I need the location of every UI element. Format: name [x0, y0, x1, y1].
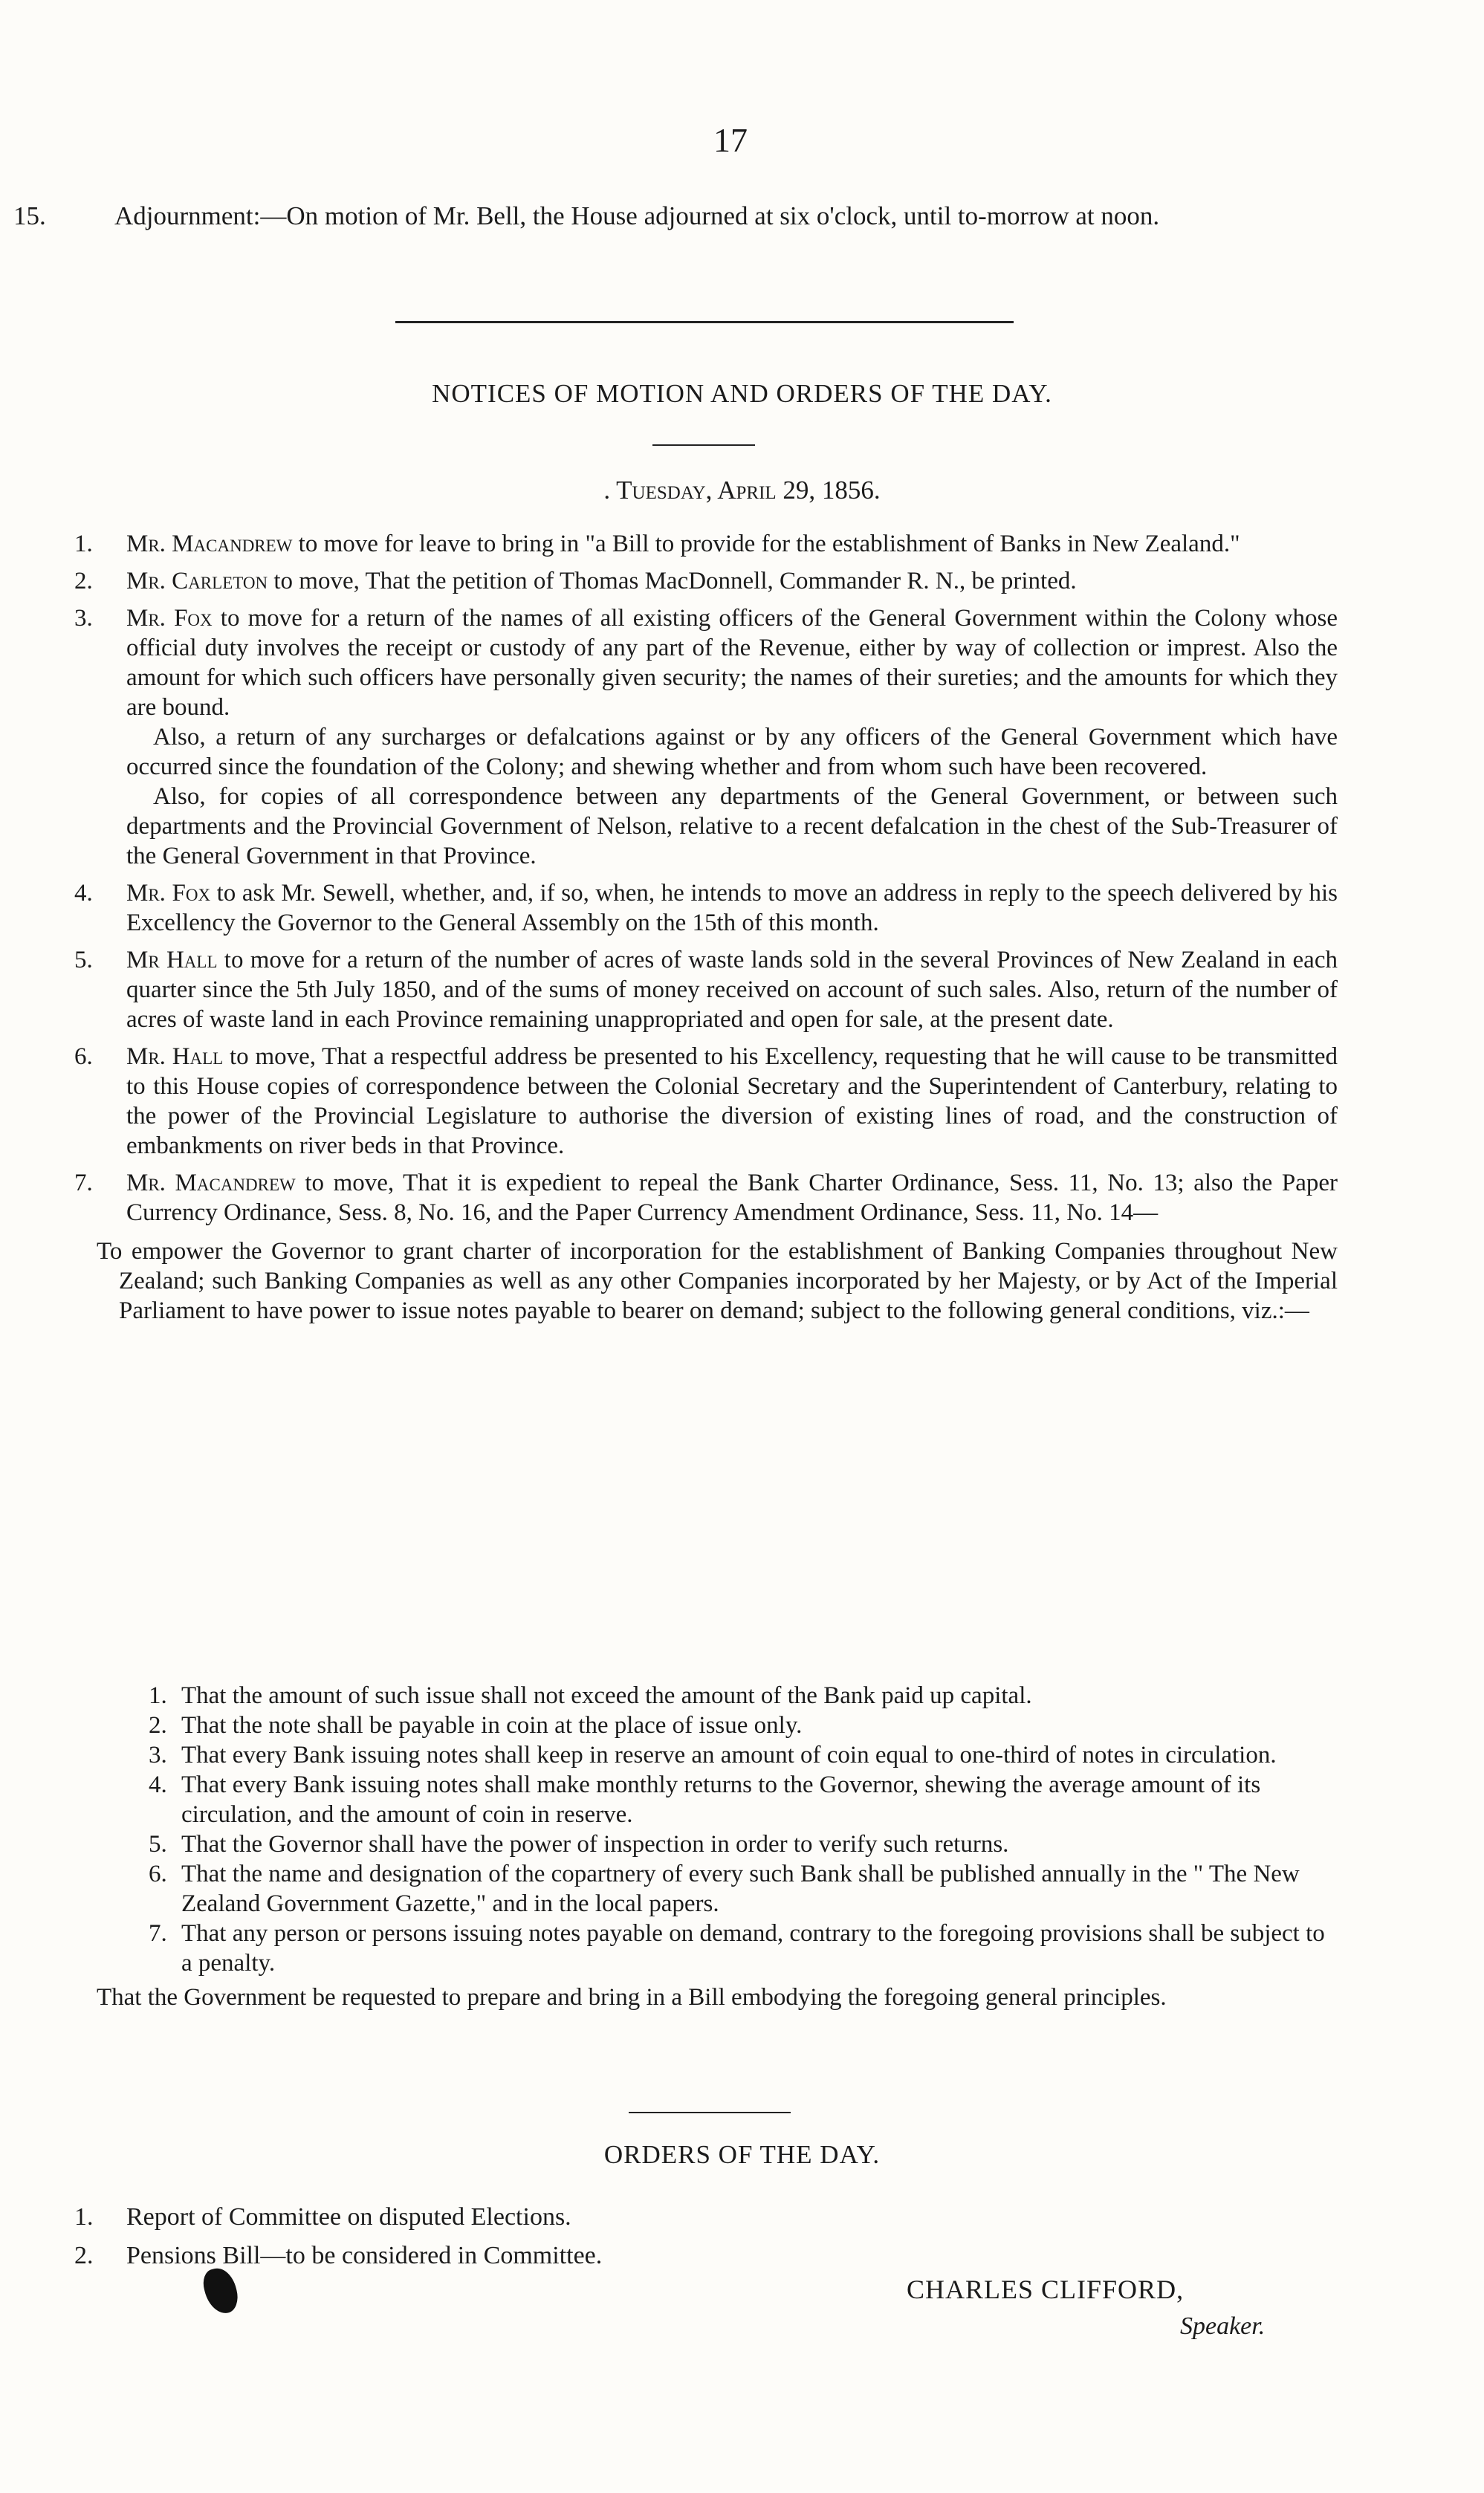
motion-text: to move for a return of the number of acres of waste lands sold in the several Provinces of New Zealand in each quarter since the 5th July 1850, and of the sums of money received on account of such sales. Also, return of the number of acres of waste land in each Province remaining unappropriated and open for sale, at the present date.	[126, 947, 1338, 1033]
short-rule	[652, 444, 755, 446]
motion-number: 1.	[74, 531, 93, 557]
motion-text: to move, That it is expedient to repeal the Bank Charter Ordinance, Sess. 11, No. 13; also the Paper Currency Ordinance, Sess. 8, No. 16, and the Paper Currency Amendment Ordinance, Sess. 11, No. 14—	[126, 1170, 1338, 1226]
motion-member: Mr. Hall	[126, 1043, 224, 1070]
signature-name: CHARLES CLIFFORD,	[907, 2275, 1185, 2304]
condition-item	[149, 1740, 1338, 1770]
condition-item	[149, 1711, 1338, 1740]
signature-title: Speaker.	[1180, 2312, 1266, 2340]
condition-number: 7.	[149, 1920, 167, 1947]
adjournment-label: Adjournment:	[114, 201, 261, 230]
motion-text: to move for a return of the names of all existing officers of the General Government within the Colony whose official duty involves the receipt or custody of any part of the Revenue, either by way of collection or imprest. Also the amount for which such officers have personally given security; the names of their sureties; and the amounts for which they are bound.	[126, 605, 1338, 721]
motion-member: Mr. Macandrew	[126, 531, 293, 557]
motion-number: 3.	[74, 605, 93, 632]
condition-item	[149, 1829, 1338, 1859]
motion-number: 2.	[74, 568, 93, 594]
adjournment-text: —On motion of Mr. Bell, the House adjourned at six o'clock, until to-morrow at noon.	[260, 201, 1160, 230]
order-item	[74, 2198, 1338, 2237]
order-text: Pensions Bill—to be considered in Committee.	[126, 2242, 603, 2269]
conditions-list	[97, 1681, 1338, 2012]
adjournment-entry	[13, 201, 1338, 231]
condition-number: 4.	[149, 1771, 167, 1798]
motion-member: Mr. Fox	[126, 605, 213, 632]
motion-item	[74, 529, 1338, 559]
condition-text: That the note shall be payable in coin at the place of issue only.	[181, 1712, 803, 1739]
condition-item	[149, 1770, 1338, 1829]
motion-item	[74, 878, 1338, 938]
order-number: 2.	[74, 2242, 94, 2269]
order-text: Report of Committee on disputed Elections.	[126, 2203, 571, 2231]
condition-item	[149, 1681, 1338, 1711]
condition-number: 1.	[149, 1682, 167, 1709]
motion-member: Mr Hall	[126, 947, 218, 973]
page-number: 17	[713, 121, 748, 159]
motion-text: to move, That a respectful address be presented to his Excellency, requesting that he will cause to be transmitted to this House copies of correspondence between the Colonial Secretary and the Superintendent of Canterbury, relating to the power of the Provincial Legislature to authorise the diversion of existing lines of road, and the construction of embankments on river beds in that Province.	[126, 1043, 1338, 1159]
motion-member: Mr. Carleton	[126, 568, 268, 594]
motion-item	[74, 1042, 1338, 1161]
condition-number: 2.	[149, 1712, 167, 1739]
condition-text: That the Governor shall have the power of inspection in order to verify such returns.	[181, 1831, 1009, 1858]
orders-heading: ORDERS OF THE DAY.	[603, 2140, 881, 2169]
condition-number: 6.	[149, 1861, 167, 1887]
condition-number: 3.	[149, 1742, 167, 1769]
motion-item	[74, 945, 1338, 1034]
condition-text: That the amount of such issue shall not exceed the amount of the Bank paid up capital.	[181, 1682, 1032, 1709]
motion-item	[74, 1168, 1338, 1228]
motion-member: Mr. Fox	[126, 880, 211, 907]
motion-number: 7.	[74, 1170, 93, 1196]
short-rule	[629, 2112, 791, 2113]
motion-text: to move, That the petition of Thomas MacDonnell, Commander R. N., be printed.	[268, 568, 1077, 594]
motion-3-extra-1: Also, a return of any surcharges or defalcations against or by any officers of the General Government which have occurred since the foundation of the Colony; and shewing whether and from whom such have been recovered.	[126, 724, 1338, 780]
closing-paragraph: That the Government be requested to prepare and bring in a Bill embodying the foregoing general principles.	[97, 1984, 1167, 2011]
condition-number: 5.	[149, 1831, 167, 1858]
condition-text: That every Bank issuing notes shall make monthly returns to the Governor, shewing the average amount of its circulation, and the amount of coin in reserve.	[181, 1771, 1261, 1828]
condition-text: That any person or persons issuing notes payable on demand, contrary to the foregoing provisions shall be subject to a penalty.	[181, 1920, 1325, 1977]
motion-text: to ask Mr. Sewell, whether, and, if so, when, he intends to move an address in reply to the speech delivered by his Excellency the Governor to the General Assembly on the 15th of this month.	[126, 880, 1338, 936]
order-number: 1.	[74, 2203, 94, 2231]
condition-item	[149, 1919, 1338, 1978]
motion-member: Mr. Macandrew	[126, 1170, 296, 1196]
motion-number: 5.	[74, 947, 93, 973]
orders-list	[74, 2198, 1338, 2275]
date-line: . Tuesday, April 29, 1856.	[603, 476, 881, 505]
motion-3-extra-2: Also, for copies of all correspondence between any departments of the General Government, or between such departments and the Provincial Government of Nelson, relative to a recent defalcation in the chest of the Sub-Treasurer of the General Government in that Province.	[126, 783, 1338, 869]
order-item	[74, 2237, 1338, 2275]
motion-item	[74, 603, 1338, 878]
condition-text: That every Bank issuing notes shall keep in reserve an amount of coin equal to one-third of notes in circulation.	[181, 1742, 1277, 1769]
motion-number: 6.	[74, 1043, 93, 1070]
motions-list	[74, 529, 1338, 1326]
motion-number: 4.	[74, 880, 93, 907]
divider-rule	[395, 321, 1014, 323]
motion-text: to move for leave to bring in "a Bill to provide for the establishment of Banks in New Zealand."	[292, 531, 1240, 557]
adjournment-number: 15.	[13, 201, 46, 230]
condition-item	[149, 1859, 1338, 1919]
empower-paragraph: To empower the Governor to grant charter of incorporation for the establishment of Banking Companies throughout New Zealand; such Banking Companies as well as any other Companies incorporated by her Majesty, or by Act of the Imperial Parliament to have power to issue notes payable to bearer on demand; subject to the following general conditions, viz.:—	[97, 1238, 1338, 1324]
condition-text: That the name and designation of the copartnery of every such Bank shall be published annually in the " The New Zealand Government Gazette," and in the local papers.	[181, 1861, 1300, 1917]
motion-item	[74, 566, 1338, 596]
notices-heading: NOTICES OF MOTION AND ORDERS OF THE DAY.	[432, 379, 1052, 408]
